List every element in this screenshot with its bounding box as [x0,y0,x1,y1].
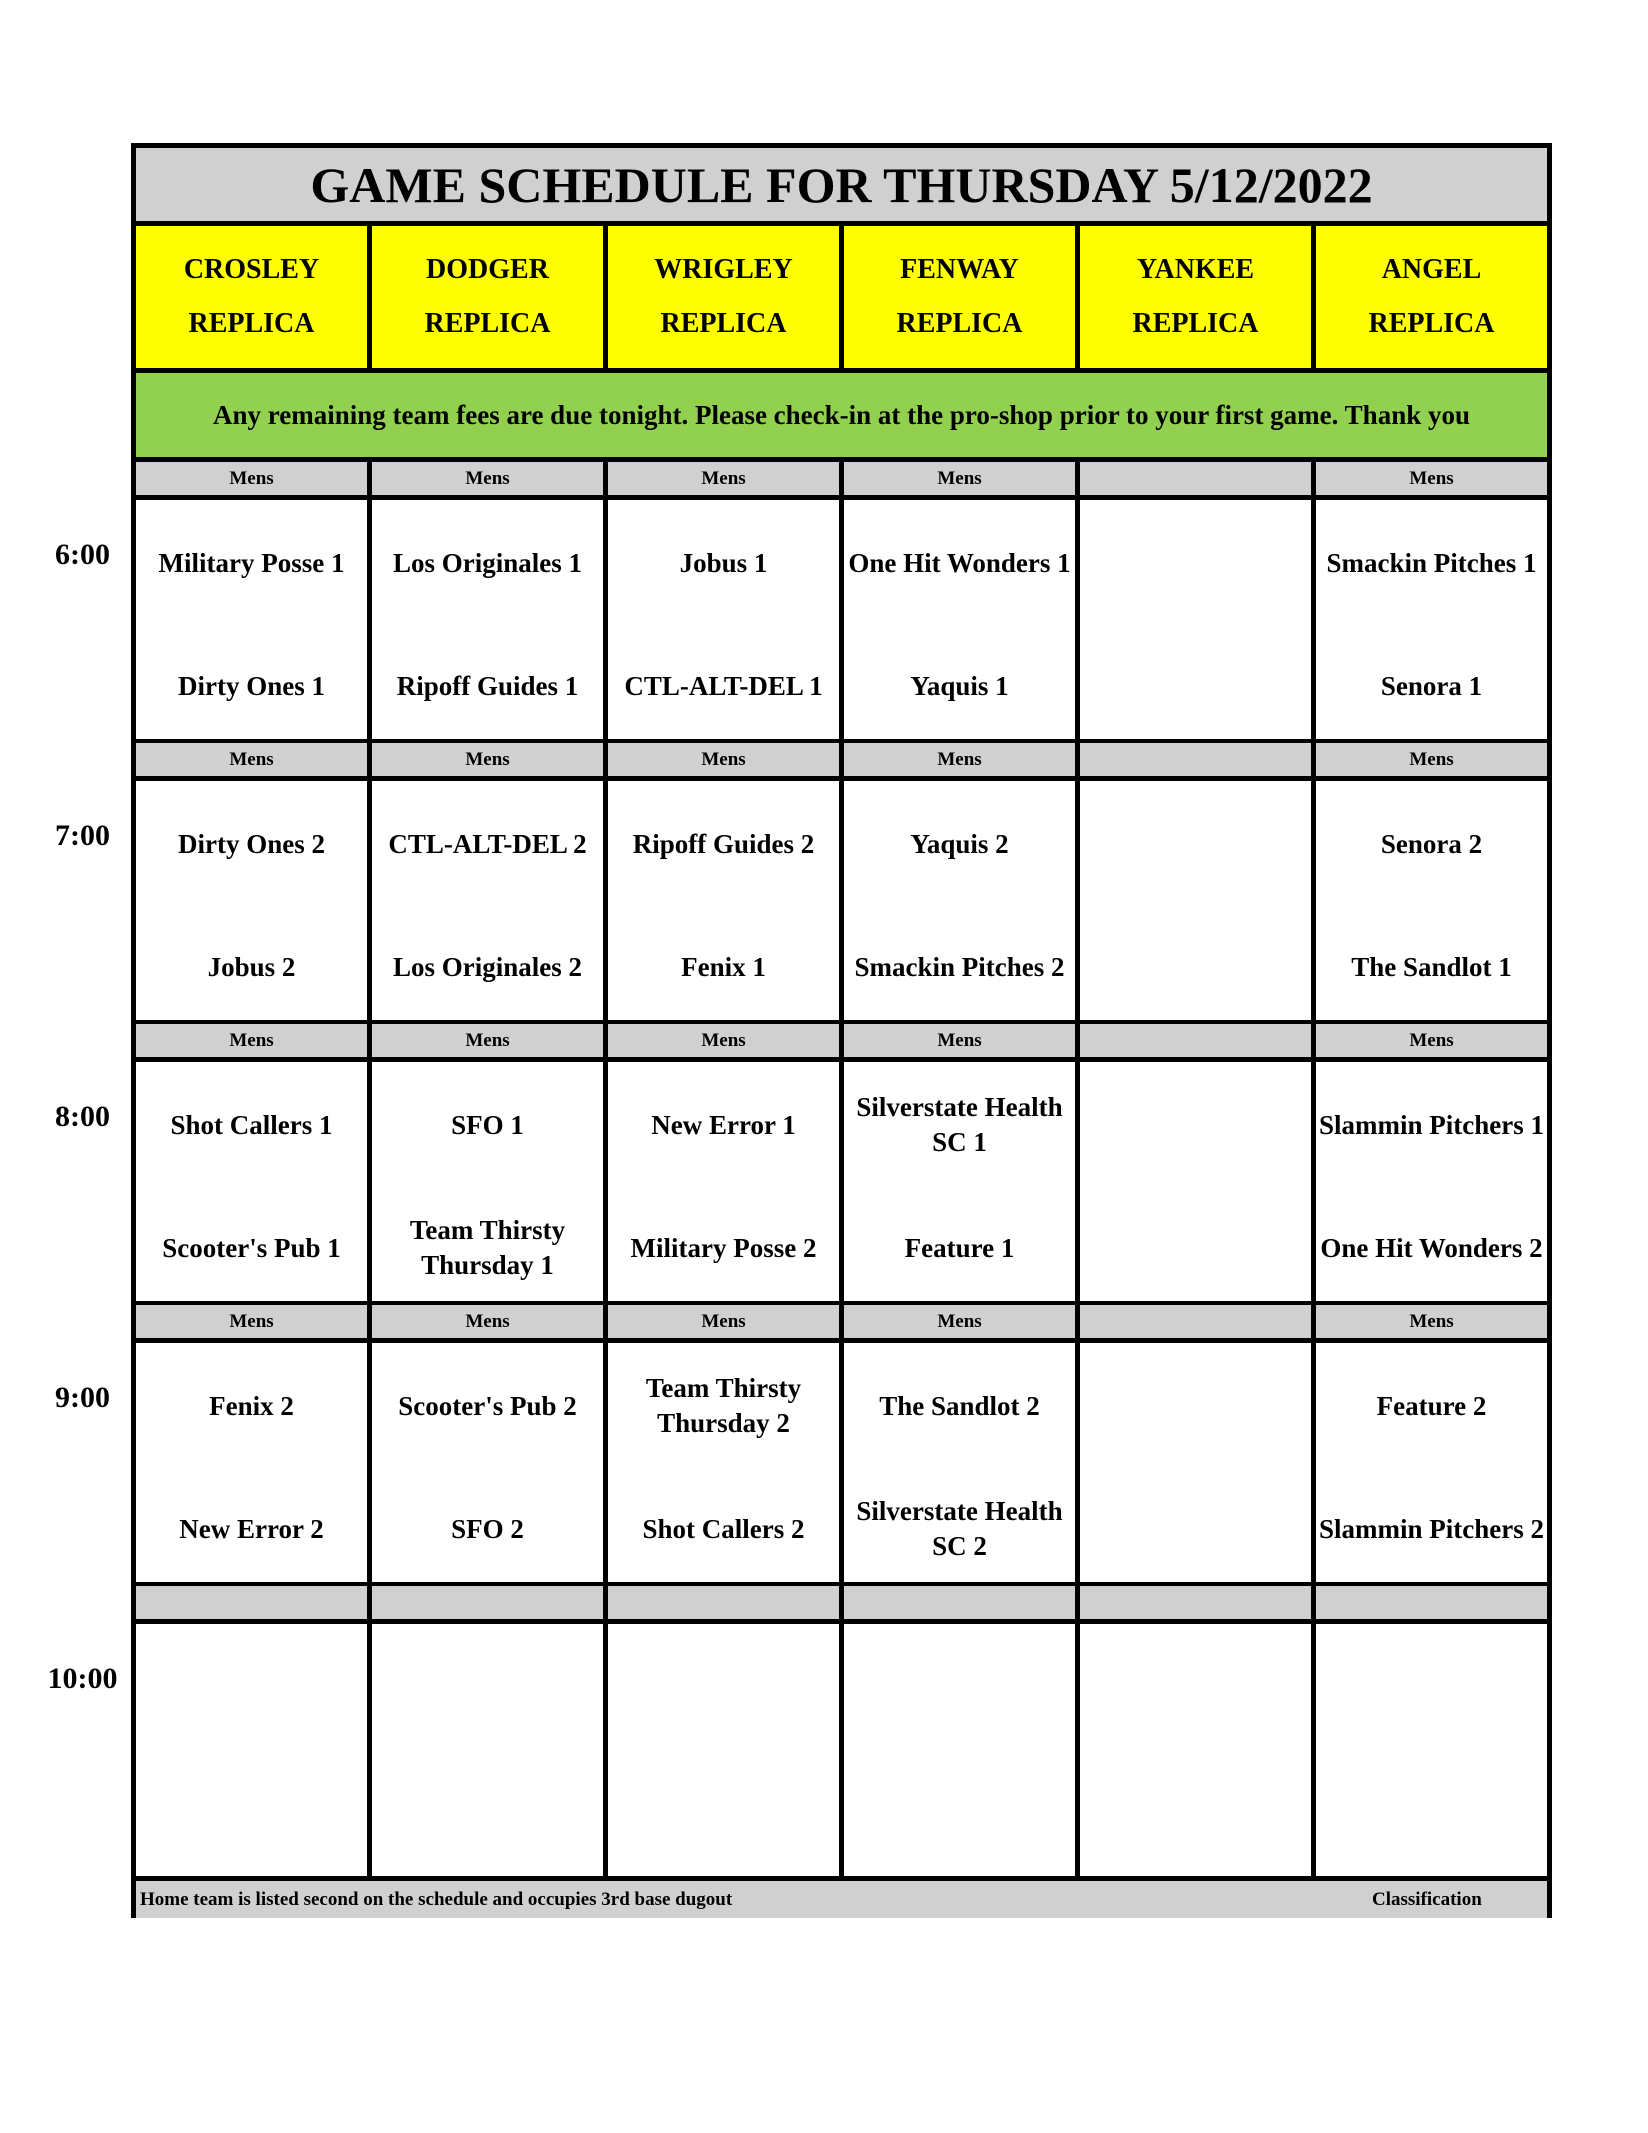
home-team: Silverstate Health SC 2 [856,1496,1063,1561]
away-team: Jobus 1 [679,547,768,578]
field-name: DODGER [426,254,549,285]
division-label: Mens [1409,748,1454,770]
home-team: Shot Callers 2 [642,1513,805,1544]
field-subtitle: REPLICA [660,308,787,339]
division-label-row [136,1586,1547,1624]
field-name: FENWAY [900,254,1019,285]
title-bar [136,148,1547,226]
away-team: One Hit Wonders 1 [848,547,1071,578]
away-team [136,1647,367,1727]
notice-text: Any remaining team fees are due tonight. Please check-in at the pro-shop prior to your first game. Thank you [213,399,1470,430]
home-team [1080,927,1311,1007]
home-team: Feature 1 [904,1232,1015,1263]
time-slot-label: 9:00 [55,1381,110,1414]
time-slot-label: 7:00 [55,819,110,852]
game-cell [844,500,1080,739]
home-team-note: Home team is listed second on the schedule and occupies 3rd base dugout [140,1888,733,1910]
game-cell [136,1062,372,1301]
home-team: Smackin Pitches 2 [854,951,1065,982]
away-team: Yaquis 2 [910,828,1009,859]
game-cell [608,500,844,739]
home-team [1080,1208,1311,1288]
division-label: Mens [136,1305,372,1338]
game-row [136,500,1547,744]
away-team [1080,523,1311,603]
home-team [1080,1770,1311,1850]
home-team [844,1770,1075,1850]
home-team: Yaquis 1 [910,670,1009,701]
division-label [1316,1586,1547,1619]
home-team: Team Thirsty Thursday 1 [409,1215,566,1280]
division-label [1080,1305,1316,1338]
away-team: Team Thirsty Thursday 2 [645,1373,802,1438]
division-label: Mens [608,462,844,495]
field-header-row [136,226,1547,373]
field-header-wrigley [608,226,844,368]
game-cell [844,781,1080,1020]
away-team: Shot Callers 1 [170,1109,333,1140]
field-subtitle: REPLICA [1368,308,1495,339]
time-slot-label: 8:00 [55,1100,110,1133]
field-subtitle: REPLICA [188,308,315,339]
field-header-dodger [372,226,608,368]
game-row [136,1343,1547,1587]
game-cell [136,781,372,1020]
division-label: Mens [372,1024,608,1057]
field-name: WRIGLEY [654,254,793,285]
field-header-crosley [136,226,372,368]
home-team [372,1770,603,1850]
away-team: Senora 2 [1380,828,1483,859]
field-subtitle: REPLICA [424,308,551,339]
home-team: New Error 2 [179,1513,324,1544]
home-team: Los Originales 2 [392,951,582,982]
home-team [1316,1770,1547,1850]
game-cell [608,1343,844,1582]
away-team [1316,1647,1547,1727]
game-cell [1080,1062,1316,1301]
game-cell [372,1343,608,1582]
division-label: Mens [844,462,1080,495]
time-slot-label: 10:00 [47,1662,118,1695]
division-label: Mens [1409,1029,1454,1051]
home-team: SFO 2 [451,1513,524,1544]
notice-bar [136,373,1547,462]
game-row [136,1062,1547,1306]
field-header-angel [1316,226,1547,368]
division-label: Mens [136,743,372,776]
division-label: Mens [136,462,372,495]
division-label [372,1586,608,1619]
away-team: Slammin Pitchers 1 [1319,1109,1544,1140]
game-cell [1316,1624,1547,1876]
division-label: Mens [844,1305,1080,1338]
home-team: Military Posse 2 [630,1232,817,1263]
field-name: ANGEL [1381,254,1482,285]
game-cell [372,500,608,739]
division-label: Mens [608,1024,844,1057]
division-label: Mens [372,743,608,776]
division-label [1080,743,1316,776]
game-cell [1080,1343,1316,1582]
home-team: Senora 1 [1380,670,1483,701]
division-label-row [136,462,1547,500]
division-label-row [136,1305,1547,1343]
away-team [372,1647,603,1727]
game-cell [136,1624,372,1876]
game-cell [1080,500,1316,739]
schedule-table [131,143,1552,1918]
division-label: Mens [608,1305,844,1338]
division-label [608,1586,844,1619]
field-subtitle: REPLICA [896,308,1023,339]
field-header-yankee [1080,226,1316,368]
away-team: Silverstate Health SC 1 [856,1092,1063,1157]
division-label [1080,462,1316,495]
game-cell [608,781,844,1020]
home-team: Scooter's Pub 1 [162,1232,341,1263]
game-cell [136,1343,372,1582]
division-label: Mens [1409,1310,1454,1332]
game-row [136,781,1547,1025]
away-team [608,1647,839,1727]
game-cell [372,1062,608,1301]
game-cell [844,1343,1080,1582]
page-title: GAME SCHEDULE FOR THURSDAY 5/12/2022 [310,156,1373,213]
classification-label: Classification [1372,1888,1482,1910]
division-label [1080,1024,1316,1057]
away-team: The Sandlot 2 [879,1390,1040,1421]
division-label [136,1586,372,1619]
away-team: New Error 1 [651,1109,796,1140]
away-team [1080,1366,1311,1446]
away-team: Scooter's Pub 2 [398,1390,577,1421]
home-team: CTL-ALT-DEL 1 [624,670,823,701]
away-team: SFO 1 [451,1109,524,1140]
away-team: Los Originales 1 [392,547,582,578]
division-label-row [136,743,1547,781]
division-label: Mens [136,1024,372,1057]
away-team: Fenix 2 [209,1390,294,1421]
home-team [1080,1489,1311,1569]
division-label [844,1586,1080,1619]
game-cell [1316,1062,1547,1301]
division-label: Mens [1409,467,1454,489]
away-team: Feature 2 [1376,1390,1487,1421]
field-header-fenway [844,226,1080,368]
home-team: Slammin Pitchers 2 [1319,1513,1544,1544]
time-slot-label: 6:00 [55,538,110,571]
away-team: Military Posse 1 [158,547,345,578]
game-cell [1316,1343,1547,1582]
away-team [1080,1647,1311,1727]
division-label [1080,1586,1316,1619]
away-team [1080,804,1311,884]
home-team: Ripoff Guides 1 [396,670,579,701]
field-subtitle: REPLICA [1132,308,1259,339]
away-team: Smackin Pitches 1 [1326,547,1537,578]
game-cell [844,1062,1080,1301]
game-cell [372,1624,608,1876]
away-team: Dirty Ones 2 [178,828,325,859]
game-cell [1316,781,1547,1020]
division-label: Mens [608,743,844,776]
home-team: The Sandlot 1 [1351,951,1512,982]
home-team: Dirty Ones 1 [178,670,325,701]
home-team: Fenix 1 [681,951,766,982]
home-team [136,1770,367,1850]
away-team: CTL-ALT-DEL 2 [388,828,587,859]
home-team [608,1770,839,1850]
game-cell [608,1062,844,1301]
away-team [1080,1085,1311,1165]
game-cell [1316,500,1547,739]
home-team [1080,646,1311,726]
game-cell [844,1624,1080,1876]
game-cell [372,781,608,1020]
division-label: Mens [844,743,1080,776]
home-team: One Hit Wonders 2 [1320,1232,1543,1263]
game-cell [1080,781,1316,1020]
field-name: CROSLEY [183,254,320,285]
footer-bar [136,1881,1547,1918]
game-row [136,1624,1547,1881]
division-label: Mens [372,1305,608,1338]
division-label: Mens [844,1024,1080,1057]
away-team: Ripoff Guides 2 [632,828,815,859]
division-label: Mens [372,462,608,495]
division-label-row [136,1024,1547,1062]
game-cell [136,500,372,739]
away-team [844,1647,1075,1727]
game-cell [608,1624,844,1876]
home-team: Jobus 2 [207,951,296,982]
game-cell [1080,1624,1316,1876]
field-name: YANKEE [1136,254,1255,285]
